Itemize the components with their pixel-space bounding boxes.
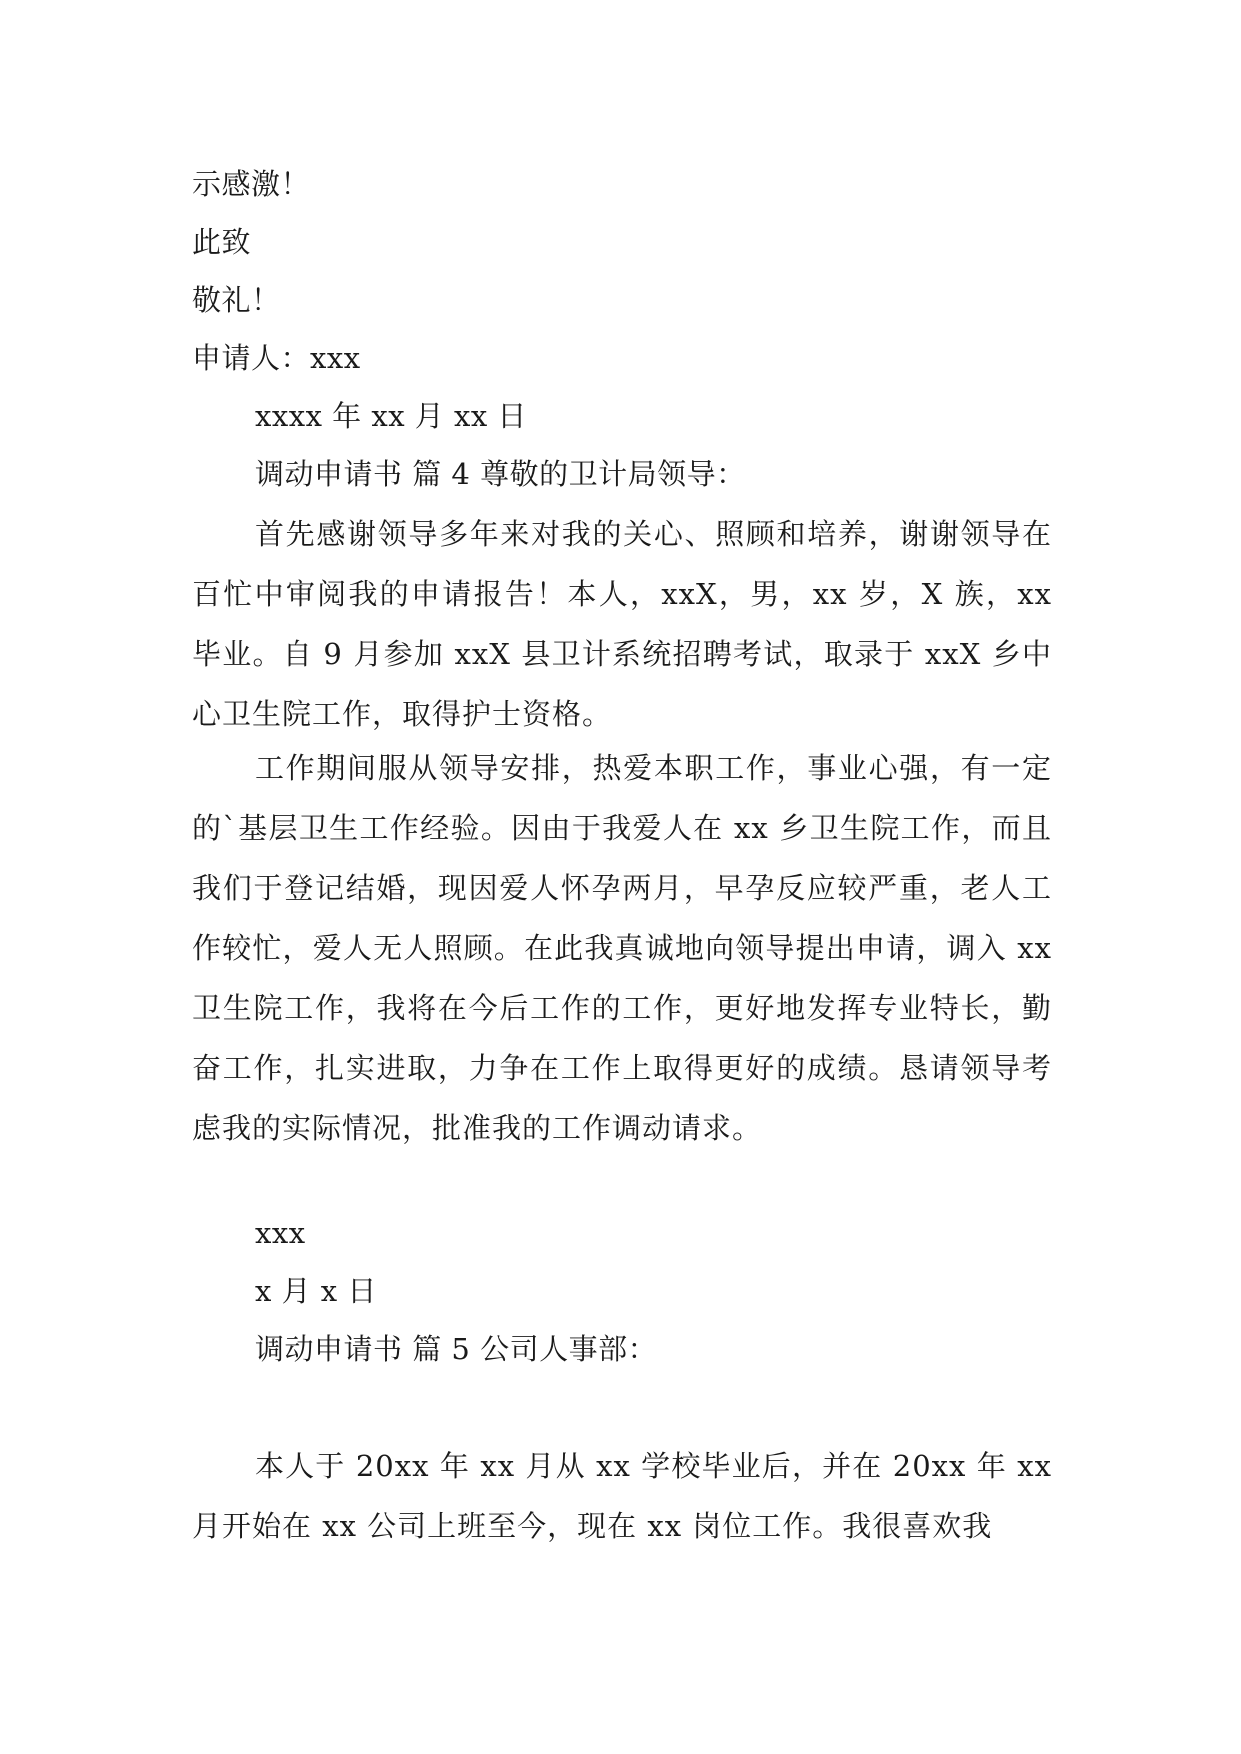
salutation-cizhi: 此致: [192, 225, 252, 259]
closing-gratitude: 示感激！: [192, 167, 311, 201]
body-paragraph-2: 工作期间服从领导安排，热爱本职工作，事业心强，有一定的`基层卫生工作经验。因由于我爱人在 xx 乡卫生院工作，而且我们于登记结婚，现因爱人怀孕两月，早孕反应较严重，老人工作较忙，爱人无人照顾。在此我真诚地向领导提出申请，调入 xx 卫生院工作，我将在今后工作的工作，更好地发挥专业特长，勤奋工作，扎实进取，力争在工作上取得更好的成绩。恳请领导考虑我的实际情况，批准我的工作调动请求。: [192, 751, 1052, 1145]
applicant-line: 申请人：xxx: [192, 341, 361, 375]
section-heading-4: 调动申请书 篇 4 尊敬的卫计局领导：: [255, 457, 746, 491]
salutation-jingli: 敬礼！: [192, 283, 281, 317]
body-paragraph-1: 首先感谢领导多年来对我的关心、照顾和培养，谢谢领导在百忙中审阅我的申请报告！本人，xxX，男，xx 岁，X 族，xx 毕业。自 9 月参加 xxX 县卫计系统招聘考试，取录于 xxX 乡中心卫生院工作，取得护士资格。: [192, 517, 1052, 731]
signature-name: xxx: [255, 1216, 306, 1250]
body-paragraph-3: 本人于 20xx 年 xx 月从 xx 学校毕业后，并在 20xx 年 xx 月开始在 xx 公司上班至今，现在 xx 岗位工作。我很喜欢我: [192, 1449, 1052, 1543]
date-line: xxxx 年 xx 月 xx 日: [255, 399, 527, 433]
section-heading-5: 调动申请书 篇 5 公司人事部：: [255, 1332, 658, 1366]
signature-date: x 月 x 日: [255, 1274, 377, 1308]
